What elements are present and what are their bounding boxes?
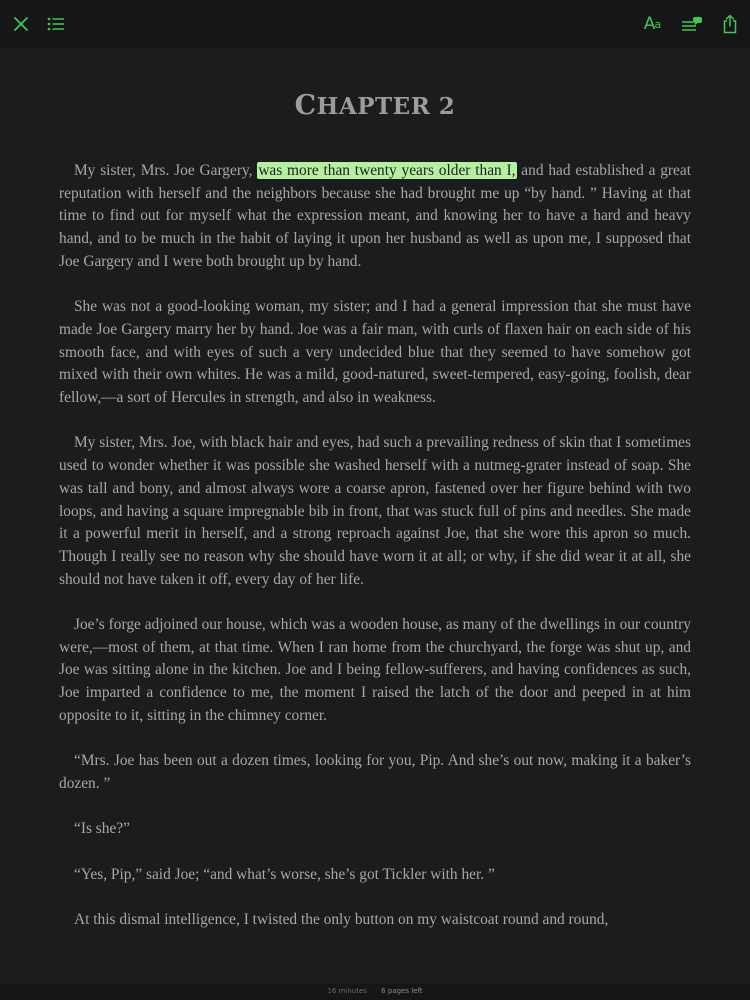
font-size-icon-small: a xyxy=(654,17,661,31)
chapter-title-initial: C xyxy=(294,90,317,121)
paragraph: She was not a good-looking woman, my sister; and I had a general impression that she must have made Joe Gargery marry her by hand. Joe was a fair man, with curls of flaxen hair on each side of his smooth face, and with eyes of such a very undecided blue that they seemed to have somehow got mixed with their own whites. He was a mild, good-natured, sweet-tempered, easy-going, foolish, dear fellow,—a sort of Hercules in strength, and also in weakness. xyxy=(59,298,691,407)
paragraph: “Yes, Pip,” said Joe; “and what’s worse, she’s got Tickler with her. ” xyxy=(74,865,495,883)
notes-icon xyxy=(681,16,703,32)
reader-toolbar xyxy=(0,0,750,48)
pages-left-label: 6 pages left xyxy=(381,987,423,995)
share-button[interactable] xyxy=(716,10,744,38)
paragraph: “Is she?” xyxy=(74,820,130,838)
close-button[interactable] xyxy=(7,10,35,38)
reading-progress-footer xyxy=(0,984,750,1000)
paragraph-text: My sister, Mrs. Joe Gargery, xyxy=(74,162,258,179)
list-icon xyxy=(47,17,65,31)
paragraph: “Mrs. Joe has been out a dozen times, looking for you, Pip. And she’s out now, making it a baker’s dozen. ” xyxy=(59,752,691,792)
font-size-icon-large: A xyxy=(643,14,655,34)
highlighted-passage[interactable]: was more than twenty years older than I, xyxy=(258,162,516,179)
share-icon xyxy=(722,14,738,34)
paragraph xyxy=(59,160,691,274)
close-icon xyxy=(13,16,29,32)
chapter-text xyxy=(59,160,691,954)
paragraph: Joe’s forge adjoined our house, which was a wooden house, as many of the dwellings in our country were,—most of them, at that time. When I ran home from the churchyard, the forge was shut up, and Joe was sitting alone in the kitchen. Joe and I being fellow-sufferers, and having confidences as such, Joe imparted a confidence to me, the moment I raised the latch of the door and peeped in at him opposite to it, sitting in the chimney corner. xyxy=(59,616,691,724)
chapter-title-rest: HAPTER 2 xyxy=(316,93,456,120)
notes-button[interactable] xyxy=(677,10,707,38)
paragraph: My sister, Mrs. Joe, with black hair and eyes, had such a prevailing redness of skin that I sometimes used to wonder whether it was possible she washed herself with a nutmeg-grater instead of soap. She was tall and bony, and almost always wore a coarse apron, fastened over her figure behind with two loops, and having a square impregnable bib in front, that was stuck full of pins and needles. She made it a powerful merit in herself, and a strong reproach against Joe, that she wore this apron so much. Though I really see no reason why she should have worn it at all; or why, if she did wear it at all, she should not have taken it off, every day of her life. xyxy=(59,434,691,588)
paragraph: At this dismal intelligence, I twisted the only button on my waistcoat round and round, xyxy=(74,911,609,929)
font-settings-button[interactable] xyxy=(636,10,668,38)
table-of-contents-button[interactable] xyxy=(42,10,70,38)
time-left-label: 16 minutes xyxy=(327,987,367,995)
chapter-title xyxy=(0,90,750,121)
book-page[interactable] xyxy=(0,48,750,984)
paragraph-text: and had established a great reputation with herself and the neighbors because she had brought me up “by hand. ” Having at that time to find out for myself what the expression meant, and knowing her to have a hard and heavy hand, and to be much in the habit of laying it upon her husband as well as upon me, I supposed that Joe Gargery and I were both brought up by hand. xyxy=(59,162,691,270)
